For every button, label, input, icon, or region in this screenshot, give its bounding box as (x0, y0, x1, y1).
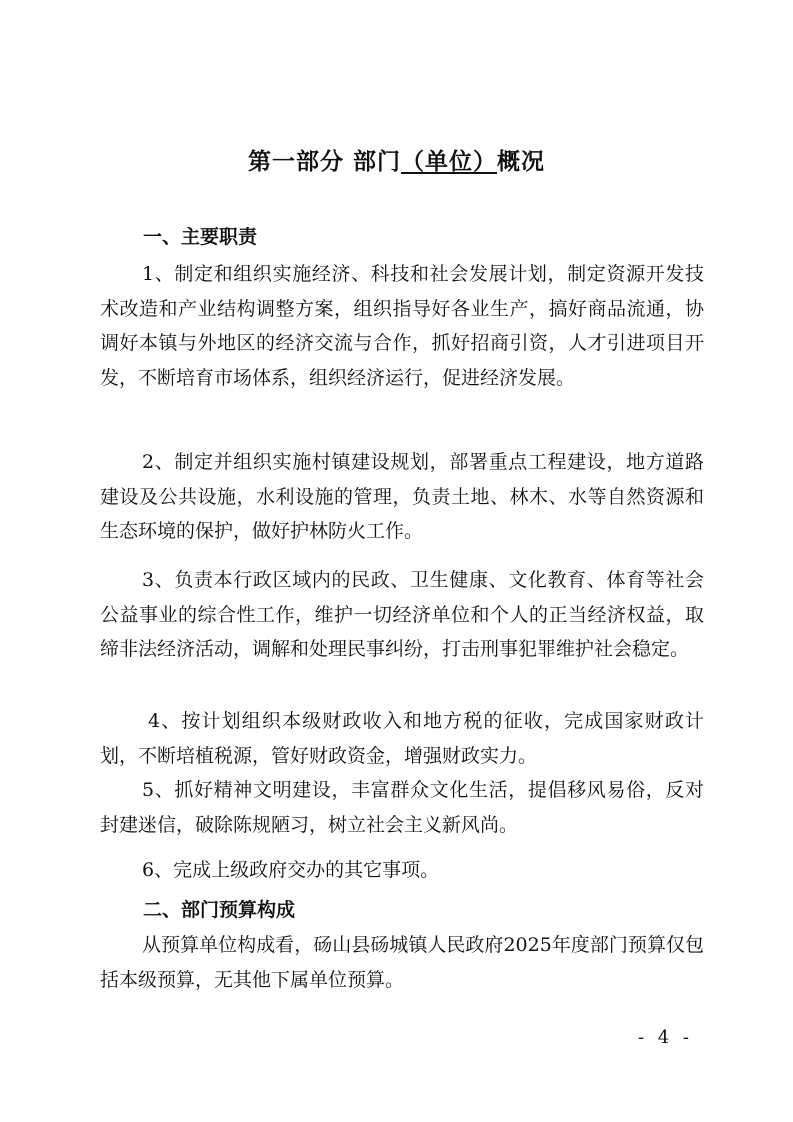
section-heading-duties: 一、主要职责 (143, 226, 258, 248)
page-title (0, 143, 793, 176)
duty-paragraph-2: 2、制定并组织实施村镇建设规划，部署重点工程建设，地方道路建设及公共设施，水利设施的管理，负责土地、林木、水等自然资源和生态环境的保护，做好护林防火工作。 (100, 451, 704, 542)
duty-paragraph-1: 1、制定和组织实施经济、科技和社会发展计划，制定资源开发技术改造和产业结构调整方案，组织指导好各业生产，搞好商品流通，协调好本镇与外地区的经济交流与合作，抓好招商引资，人才引进项目开发，不断培育市场体系，组织经济运行，促进经济发展。 (100, 263, 704, 389)
page-number: - 4 - (637, 1027, 693, 1048)
duty-paragraph-4: 4、按计划组织本级财政收入和地方税的征收，完成国家财政计划，不断培植税源，管好财政资金，增强财政实力。 (100, 710, 704, 767)
title-suffix: 概况 (497, 149, 545, 175)
budget-paragraph: 从预算单位构成看，砀山县砀城镇人民政府2025年度部门预算仅包括本级预算，无其他下属单位预算。 (100, 934, 704, 991)
duty-paragraph-5: 5、抓好精神文明建设，丰富群众文化生活，提倡移风易俗，反对封建迷信，破除陈规陋习，树立社会主义新风尚。 (100, 779, 704, 836)
section-heading-budget: 二、部门预算构成 (143, 899, 296, 921)
duty-paragraph-6: 6、完成上级政府交办的其它事项。 (142, 859, 440, 881)
title-underlined: （单位） (401, 149, 497, 175)
title-prefix: 第一部分 部门 (247, 149, 401, 175)
duty-paragraph-3: 3、负责本行政区域内的民政、卫生健康、文化教育、体育等社会公益事业的综合性工作，维护一切经济单位和个人的正当经济权益，取缔非法经济活动，调解和处理民事纠纷，打击刑事犯罪维护社会稳定。 (100, 569, 704, 660)
